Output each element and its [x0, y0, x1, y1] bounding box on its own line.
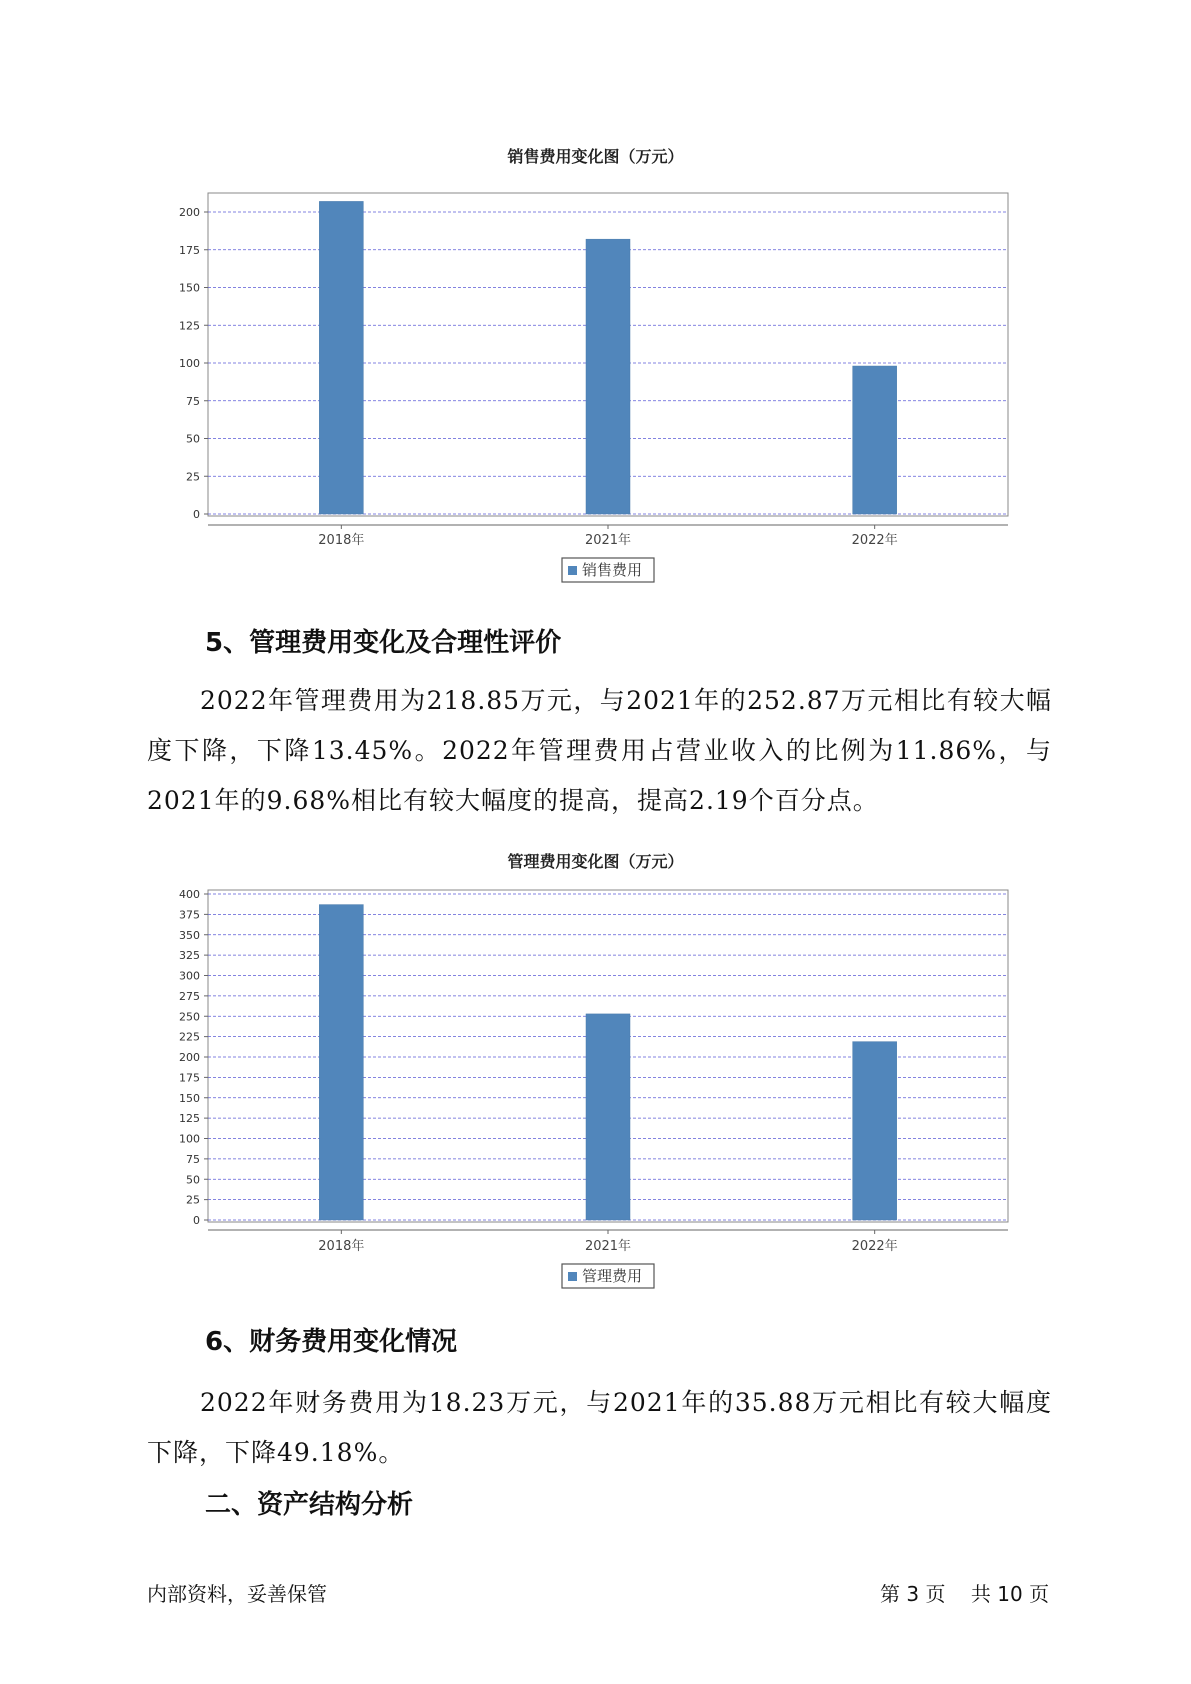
- x-tick-label: 2018年: [318, 533, 365, 548]
- y-tick-label: 150: [179, 1091, 200, 1105]
- y-tick-label: 175: [179, 1071, 200, 1085]
- y-tick-label: 325: [179, 949, 200, 963]
- total-unit: 页: [1029, 1582, 1050, 1606]
- chart2-title: 管理费用变化图（万元）: [507, 852, 684, 871]
- y-tick-label: 0: [193, 508, 200, 521]
- bar-2021年: [586, 1014, 630, 1220]
- legend-swatch: [568, 1272, 577, 1281]
- y-tick-label: 0: [193, 1214, 200, 1227]
- footer-page-number: [880, 1578, 1049, 1607]
- y-tick-label: 150: [179, 281, 200, 295]
- y-tick-label: 75: [186, 394, 200, 408]
- bar-2022年: [853, 1042, 897, 1220]
- y-tick-label: 125: [179, 1112, 200, 1126]
- total-label: 共: [970, 1582, 991, 1606]
- section-6-paragraph: 2022年财务费用为18.23万元，与2021年的35.88万元相比有较大幅度下降，下降49.18%。: [147, 1388, 1052, 1467]
- page-current: 3: [906, 1582, 920, 1606]
- legend-label: 管理费用: [582, 1267, 643, 1285]
- y-tick-label: 100: [179, 1132, 200, 1146]
- y-tick-label: 350: [179, 928, 200, 942]
- section-two-heading: 二、资产结构分析: [205, 1490, 414, 1520]
- section-6-heading: 6、财务费用变化情况: [205, 1327, 458, 1357]
- y-tick-label: 200: [179, 206, 200, 219]
- page-unit: 页: [925, 1582, 946, 1606]
- y-tick-label: 175: [179, 243, 200, 257]
- y-tick-label: 100: [179, 357, 200, 370]
- section-5-paragraph: 2022年管理费用为218.85万元，与2021年的252.87万元相比有较大幅度下降，下降13.45%。2022年管理费用占营业收入的比例为11.86%，与2021年的9.68%相比有较大幅度的提高，提高2.19个百分点。: [147, 686, 1052, 815]
- y-tick-label: 250: [179, 1010, 200, 1024]
- chart1-title: 销售费用变化图（万元）: [507, 147, 684, 166]
- y-tick-label: 200: [179, 1051, 200, 1064]
- y-tick-label: 225: [179, 1030, 200, 1044]
- legend-label: 销售费用: [582, 561, 643, 579]
- section-5-heading: 5、管理费用变化及合理性评价: [205, 628, 562, 658]
- y-tick-label: 75: [186, 1152, 200, 1166]
- page-label: 第: [880, 1582, 900, 1606]
- x-tick-label: 2021年: [584, 1239, 632, 1254]
- y-tick-label: 25: [186, 470, 200, 484]
- x-tick-label: 2018年: [318, 1239, 365, 1254]
- footer-confidential-note: 内部资料，妥善保管: [147, 1582, 327, 1606]
- page-total: 10: [997, 1582, 1023, 1606]
- y-tick-label: 300: [179, 969, 200, 983]
- bar-2018年: [319, 905, 363, 1220]
- y-tick-label: 50: [186, 432, 200, 446]
- y-tick-label: 125: [179, 319, 200, 333]
- x-tick-label: 2022年: [851, 533, 898, 548]
- x-tick-label: 2021年: [584, 533, 632, 548]
- y-tick-label: 25: [186, 1193, 200, 1207]
- y-tick-label: 400: [179, 888, 200, 901]
- y-tick-label: 50: [186, 1173, 200, 1187]
- y-tick-label: 375: [179, 908, 200, 922]
- x-tick-label: 2022年: [851, 1239, 898, 1254]
- y-tick-label: 275: [179, 989, 200, 1003]
